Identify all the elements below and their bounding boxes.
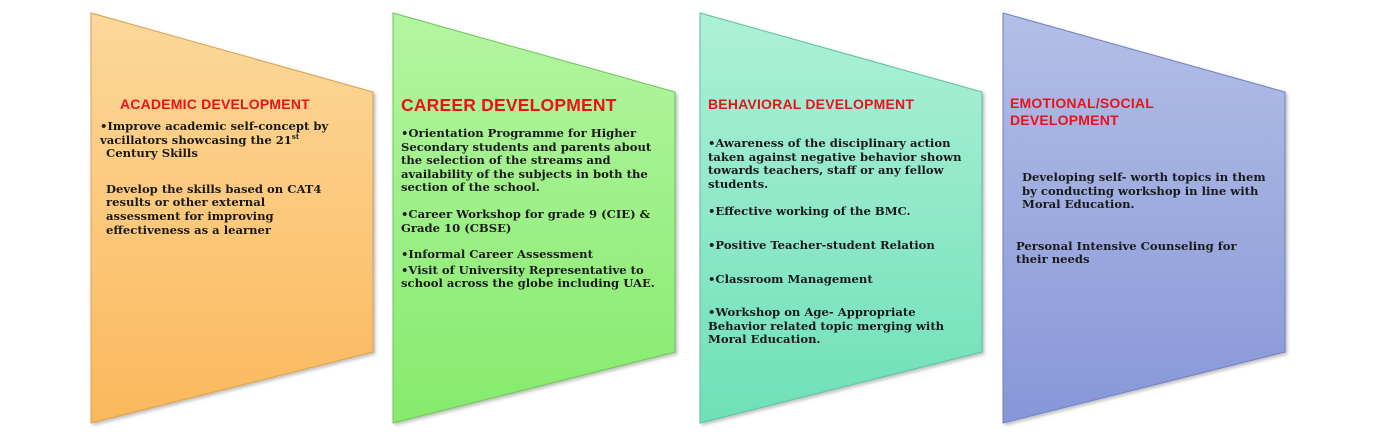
panel-title: BEHAVIORAL DEVELOPMENT <box>708 96 915 112</box>
panel-item: •Visit of University Representative to school across the globe including UAE. <box>401 262 655 291</box>
panel-item: Developing self- worth topics in them by conducting workshop in line with Moral Education. <box>1022 170 1266 212</box>
panel-emotional <box>1010 95 1282 267</box>
panel-item: •Career Workshop for grade 9 (CIE) & Grade 10 (CBSE) <box>401 206 651 235</box>
panel-item: •Effective working of the BMC. <box>708 204 911 219</box>
panel-item: •Classroom Management <box>708 271 873 286</box>
panel-item: •Awareness of the disciplinary action taken against negative behavior shown towards teachers, staff or any fellow students. <box>708 136 962 191</box>
panel-item: •Orientation Programme for Higher Secondary students and parents about the selection of the streams and availability of the subjects in both the section of the school. <box>401 126 652 195</box>
panel-title: EMOTIONAL/SOCIAL DEVELOPMENT <box>1010 95 1154 128</box>
panel-item: •Informal Career Assessment <box>401 247 593 262</box>
panel-title: CAREER DEVELOPMENT <box>401 95 617 115</box>
panel-career <box>401 95 671 291</box>
panel-behavioral <box>708 96 980 347</box>
superscript: st <box>291 131 300 141</box>
panel-title: ACADEMIC DEVELOPMENT <box>120 96 310 112</box>
panel-academic <box>100 96 370 237</box>
panel-item: •Positive Teacher-student Relation <box>708 237 935 252</box>
panel-item: Personal Intensive Counseling for their needs <box>1016 238 1237 267</box>
panel-item: Develop the skills based on CAT4 results or other external assessment for improving effectiveness as a learner <box>106 181 322 237</box>
panel-item: •Workshop on Age- Appropriate Behavior related topic merging with Moral Education. <box>708 305 945 347</box>
panel-item: •Improve academic self-concept by vacillators showcasing the 21st Century Skills <box>100 119 329 161</box>
